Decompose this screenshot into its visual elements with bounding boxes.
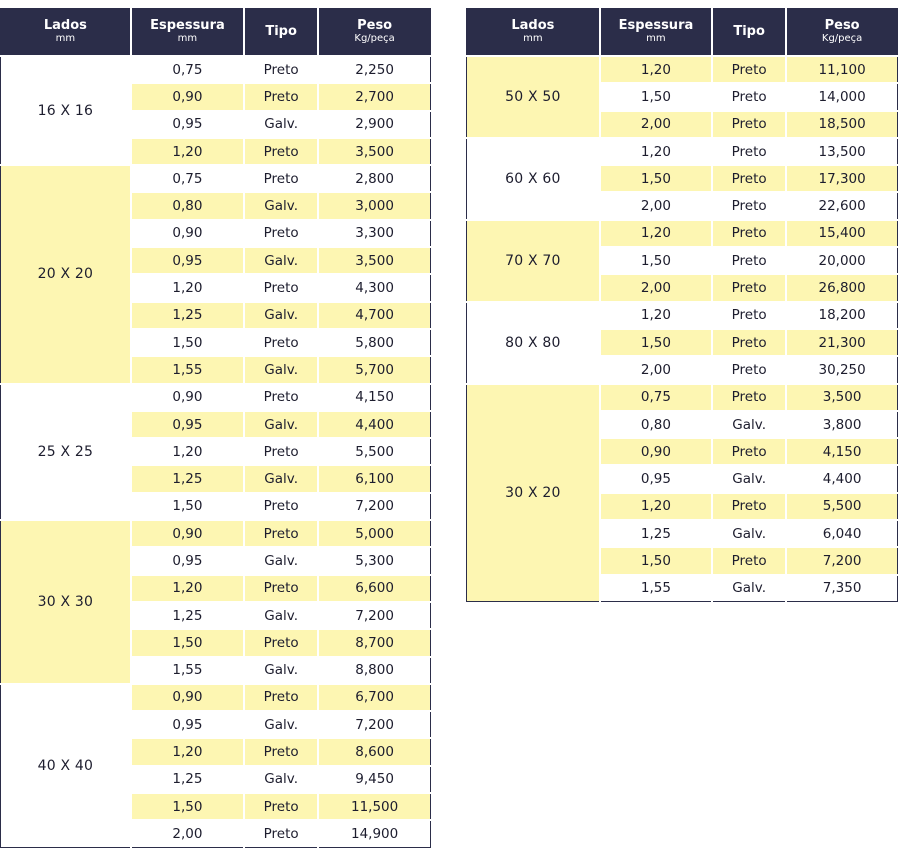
lados-cell: 30 X 20 [467, 384, 600, 602]
espessura-cell: 1,20 [131, 438, 244, 465]
tipo-cell: Galv. [712, 575, 786, 602]
header-peso [786, 9, 897, 57]
espessura-cell: 0,75 [600, 384, 712, 411]
peso-cell: 3,500 [318, 247, 430, 274]
tipo-cell: Preto [712, 384, 786, 411]
espessura-cell: 0,95 [131, 711, 244, 738]
tipo-cell: Galv. [244, 547, 318, 574]
table-body-right [467, 56, 898, 601]
table-row [1, 165, 431, 192]
espessura-cell: 1,20 [600, 493, 712, 520]
tipo-cell: Galv. [244, 766, 318, 793]
lados-cell: 80 X 80 [467, 302, 600, 384]
peso-cell: 20,000 [786, 247, 897, 274]
peso-cell: 18,200 [786, 302, 897, 329]
tipo-cell: Preto [244, 384, 318, 411]
peso-cell: 9,450 [318, 766, 430, 793]
espessura-cell: 1,20 [131, 274, 244, 301]
tipo-cell: Preto [712, 111, 786, 138]
tipo-cell: Preto [244, 629, 318, 656]
peso-cell: 2,700 [318, 83, 430, 110]
lados-cell: 50 X 50 [467, 56, 600, 138]
header-lados-unit: mm [523, 33, 543, 45]
tipo-cell: Preto [244, 493, 318, 520]
tipo-cell: Preto [712, 192, 786, 219]
espessura-cell: 2,00 [131, 820, 244, 847]
peso-cell: 26,800 [786, 274, 897, 301]
espessura-cell: 0,80 [131, 192, 244, 219]
lados-cell: 25 X 25 [1, 384, 131, 520]
table-row [1, 56, 431, 83]
peso-cell: 2,900 [318, 111, 430, 138]
tipo-cell: Preto [244, 329, 318, 356]
espessura-cell: 0,95 [131, 111, 244, 138]
peso-cell: 11,500 [318, 793, 430, 820]
peso-cell: 4,700 [318, 302, 430, 329]
peso-cell: 13,500 [786, 138, 897, 165]
header-espessura [600, 9, 712, 57]
header-lados [467, 9, 600, 57]
tipo-cell: Galv. [244, 247, 318, 274]
peso-cell: 6,600 [318, 575, 430, 602]
peso-cell: 7,350 [786, 575, 897, 602]
espessura-cell: 1,50 [600, 547, 712, 574]
espessura-cell: 1,25 [131, 766, 244, 793]
espessura-cell: 0,90 [131, 83, 244, 110]
espessura-cell: 1,50 [600, 247, 712, 274]
peso-cell: 3,500 [318, 138, 430, 165]
tipo-cell: Galv. [244, 302, 318, 329]
tipo-cell: Galv. [244, 602, 318, 629]
espessura-cell: 1,50 [600, 329, 712, 356]
table-body-left [1, 56, 431, 847]
espessura-cell: 1,25 [131, 465, 244, 492]
espessura-cell: 1,55 [131, 356, 244, 383]
espessura-cell: 1,50 [600, 165, 712, 192]
espessura-cell: 1,50 [131, 629, 244, 656]
peso-cell: 3,800 [786, 411, 897, 438]
espessura-cell: 1,20 [131, 738, 244, 765]
espessura-cell: 0,95 [600, 465, 712, 492]
tipo-cell: Preto [712, 493, 786, 520]
header-peso-unit: Kg/peça [354, 33, 395, 45]
header-espessura-label: Espessura [150, 18, 225, 34]
tipo-cell: Preto [712, 274, 786, 301]
header-row [467, 9, 898, 57]
espessura-cell: 1,20 [131, 138, 244, 165]
espessura-cell: 0,90 [131, 520, 244, 547]
peso-cell: 8,800 [318, 657, 430, 684]
peso-cell: 18,500 [786, 111, 897, 138]
tipo-cell: Preto [712, 138, 786, 165]
peso-cell: 11,100 [786, 56, 897, 83]
tipo-cell: Galv. [244, 192, 318, 219]
tipo-cell: Galv. [244, 657, 318, 684]
table-row [467, 220, 898, 247]
tipo-cell: Preto [244, 274, 318, 301]
peso-cell: 6,700 [318, 684, 430, 711]
tipo-cell: Preto [712, 302, 786, 329]
peso-cell: 7,200 [318, 711, 430, 738]
tipo-cell: Preto [712, 329, 786, 356]
espessura-cell: 0,95 [131, 411, 244, 438]
peso-cell: 15,400 [786, 220, 897, 247]
peso-cell: 30,250 [786, 356, 897, 383]
tipo-cell: Preto [712, 165, 786, 192]
peso-cell: 5,700 [318, 356, 430, 383]
espessura-cell: 0,90 [131, 684, 244, 711]
header-lados-unit: mm [55, 33, 76, 45]
tipo-cell: Galv. [712, 520, 786, 547]
tipo-cell: Preto [244, 438, 318, 465]
spec-table-left [0, 8, 431, 848]
lados-cell: 30 X 30 [1, 520, 131, 684]
table-row [1, 384, 431, 411]
espessura-cell: 1,20 [600, 220, 712, 247]
peso-cell: 22,600 [786, 192, 897, 219]
header-lados [1, 9, 131, 57]
tipo-cell: Preto [244, 138, 318, 165]
header-espessura-label: Espessura [618, 18, 694, 34]
header-peso-label: Peso [824, 18, 860, 34]
header-tipo [712, 9, 786, 57]
espessura-cell: 1,20 [600, 138, 712, 165]
header-peso-label: Peso [357, 18, 393, 34]
tipo-cell: Preto [712, 356, 786, 383]
tipo-cell: Preto [712, 220, 786, 247]
peso-cell: 5,500 [318, 438, 430, 465]
espessura-cell: 0,90 [600, 438, 712, 465]
espessura-cell: 1,50 [600, 83, 712, 110]
espessura-cell: 0,75 [131, 165, 244, 192]
peso-cell: 5,800 [318, 329, 430, 356]
peso-cell: 3,500 [786, 384, 897, 411]
espessura-cell: 1,25 [600, 520, 712, 547]
table-row [1, 684, 431, 711]
tipo-cell: Preto [244, 575, 318, 602]
espessura-cell: 0,90 [131, 220, 244, 247]
tipo-cell: Galv. [244, 411, 318, 438]
espessura-cell: 1,55 [131, 657, 244, 684]
tipo-cell: Preto [712, 247, 786, 274]
tipo-cell: Preto [244, 56, 318, 83]
peso-cell: 6,040 [786, 520, 897, 547]
header-lados-label: Lados [43, 18, 87, 34]
espessura-cell: 0,95 [131, 547, 244, 574]
lados-cell: 16 X 16 [1, 56, 131, 165]
peso-cell: 7,200 [786, 547, 897, 574]
header-peso-unit: Kg/peça [821, 33, 863, 45]
peso-cell: 4,400 [786, 465, 897, 492]
tipo-cell: Galv. [244, 111, 318, 138]
peso-cell: 2,250 [318, 56, 430, 83]
tipo-cell: Galv. [244, 356, 318, 383]
espessura-cell: 0,95 [131, 247, 244, 274]
espessura-cell: 0,75 [131, 56, 244, 83]
peso-cell: 3,300 [318, 220, 430, 247]
header-peso [318, 9, 430, 57]
peso-cell: 8,700 [318, 629, 430, 656]
tipo-cell: Preto [712, 547, 786, 574]
lados-cell: 60 X 60 [467, 138, 600, 220]
peso-cell: 4,150 [318, 384, 430, 411]
tipo-cell: Preto [244, 738, 318, 765]
espessura-cell: 2,00 [600, 274, 712, 301]
peso-cell: 4,150 [786, 438, 897, 465]
table-row [467, 138, 898, 165]
espessura-cell: 2,00 [600, 111, 712, 138]
header-espessura-unit: mm [177, 33, 198, 45]
table-row [467, 302, 898, 329]
header-tipo-label: Tipo [733, 24, 765, 40]
table-row [1, 520, 431, 547]
peso-cell: 17,300 [786, 165, 897, 192]
peso-cell: 14,000 [786, 83, 897, 110]
lados-cell: 70 X 70 [467, 220, 600, 302]
header-espessura-unit: mm [646, 33, 666, 45]
peso-cell: 7,200 [318, 493, 430, 520]
espessura-cell: 2,00 [600, 192, 712, 219]
header-espessura [131, 9, 244, 57]
tipo-cell: Preto [244, 165, 318, 192]
tipo-cell: Preto [244, 520, 318, 547]
espessura-cell: 1,50 [131, 493, 244, 520]
espessura-cell: 1,50 [131, 329, 244, 356]
peso-cell: 21,300 [786, 329, 897, 356]
espessura-cell: 1,55 [600, 575, 712, 602]
spec-table-right [466, 8, 898, 602]
peso-cell: 5,500 [786, 493, 897, 520]
lados-cell: 40 X 40 [1, 684, 131, 847]
espessura-cell: 1,20 [600, 56, 712, 83]
peso-cell: 8,600 [318, 738, 430, 765]
tipo-cell: Preto [712, 438, 786, 465]
tipo-cell: Preto [244, 684, 318, 711]
peso-cell: 14,900 [318, 820, 430, 847]
tipo-cell: Galv. [712, 465, 786, 492]
peso-cell: 3,000 [318, 192, 430, 219]
espessura-cell: 2,00 [600, 356, 712, 383]
espessura-cell: 1,20 [131, 575, 244, 602]
tipo-cell: Preto [244, 83, 318, 110]
peso-cell: 5,300 [318, 547, 430, 574]
header-lados-label: Lados [511, 18, 555, 34]
tipo-cell: Preto [244, 220, 318, 247]
espessura-cell: 0,80 [600, 411, 712, 438]
header-tipo-label: Tipo [265, 24, 297, 40]
peso-cell: 4,300 [318, 274, 430, 301]
table-row [467, 384, 898, 411]
peso-cell: 6,100 [318, 465, 430, 492]
espessura-cell: 1,20 [600, 302, 712, 329]
espessura-cell: 0,90 [131, 384, 244, 411]
tipo-cell: Galv. [712, 411, 786, 438]
espessura-cell: 1,25 [131, 602, 244, 629]
tipo-cell: Galv. [244, 465, 318, 492]
header-row [1, 9, 431, 57]
tipo-cell: Galv. [244, 711, 318, 738]
espessura-cell: 1,25 [131, 302, 244, 329]
peso-cell: 4,400 [318, 411, 430, 438]
tipo-cell: Preto [712, 56, 786, 83]
peso-cell: 5,000 [318, 520, 430, 547]
peso-cell: 7,200 [318, 602, 430, 629]
peso-cell: 2,800 [318, 165, 430, 192]
tipo-cell: Preto [712, 83, 786, 110]
header-tipo [244, 9, 318, 57]
tipo-cell: Preto [244, 793, 318, 820]
lados-cell: 20 X 20 [1, 165, 131, 383]
tipo-cell: Preto [244, 820, 318, 847]
espessura-cell: 1,50 [131, 793, 244, 820]
table-row [467, 56, 898, 83]
